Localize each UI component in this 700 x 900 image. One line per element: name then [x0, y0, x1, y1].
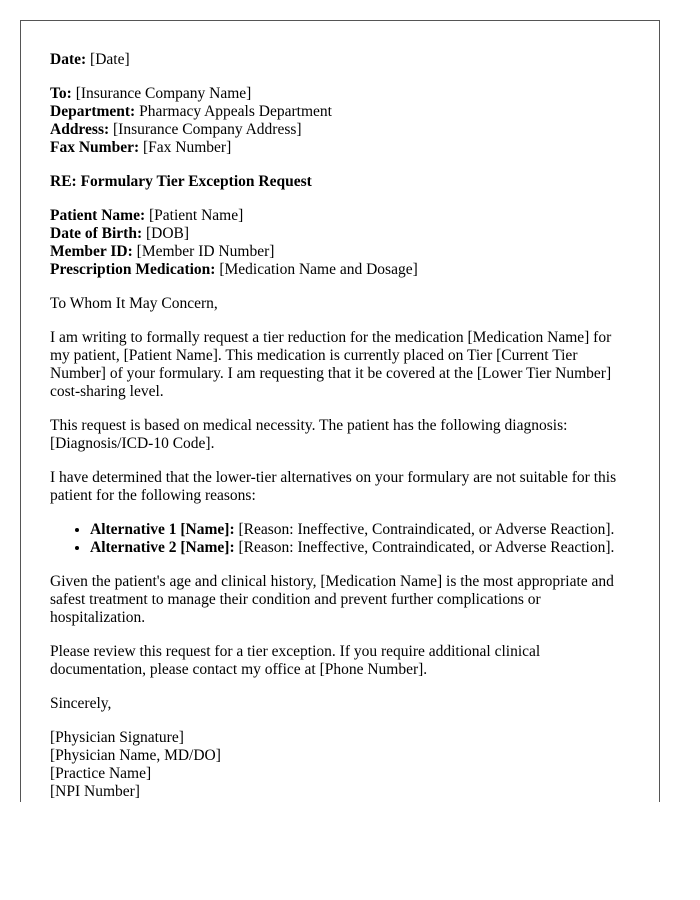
medication-label: Prescription Medication:: [50, 261, 216, 278]
practice-name: [Practice Name]: [50, 765, 152, 782]
patient-name-label: Patient Name:: [50, 207, 146, 224]
department-value: Pharmacy Appeals Department: [139, 103, 332, 120]
paragraph-request: I am writing to formally request a tier reduction for the medication [Medication Name] for my patient, [Patient Name]. This medication is currently placed on Tier [Current Tier Number] of your formulary. I am requesting that it be covered at the [Lower Tier Number] cost-sharing level.: [50, 329, 612, 400]
date-label: Date:: [50, 51, 87, 68]
address-line: [50, 121, 630, 139]
alternative-label: Alternative 1 [Name]:: [90, 521, 235, 538]
recipient-block: [50, 85, 630, 157]
npi-number: [NPI Number]: [50, 783, 140, 800]
signature-block: [50, 729, 630, 801]
dob-label: Date of Birth:: [50, 225, 143, 242]
letter-page: [20, 20, 660, 802]
address-value: [Insurance Company Address]: [113, 121, 302, 138]
physician-name: [Physician Name, MD/DO]: [50, 747, 221, 764]
alternative-reason: [Reason: Ineffective, Contraindicated, or Adverse Reaction].: [238, 539, 615, 556]
paragraph-review-request: Please review this request for a tier exception. If you require additional clinical documentation, please contact my office at [Phone Number].: [50, 643, 541, 678]
member-id-line: [50, 243, 630, 261]
medication-value: [Medication Name and Dosage]: [219, 261, 418, 278]
fax-line: [50, 139, 630, 157]
date-line: [50, 51, 630, 69]
fax-label: Fax Number:: [50, 139, 140, 156]
medication-line: [50, 261, 630, 279]
address-label: Address:: [50, 121, 110, 138]
to-value: [Insurance Company Name]: [75, 85, 252, 102]
date-value: [Date]: [90, 51, 130, 68]
to-line: [50, 85, 630, 103]
paragraph-diagnosis: This request is based on medical necessity. The patient has the following diagnosis: [Diagnosis/ICD-10 Code].: [50, 417, 568, 452]
alternative-label: Alternative 2 [Name]:: [90, 539, 235, 556]
member-id-label: Member ID:: [50, 243, 133, 260]
alternative-reason: [Reason: Ineffective, Contraindicated, or Adverse Reaction].: [238, 521, 615, 538]
list-item: [90, 539, 630, 557]
alternatives-list: [50, 521, 630, 557]
dob-line: [50, 225, 630, 243]
salutation: To Whom It May Concern,: [50, 295, 218, 312]
dob-value: [DOB]: [146, 225, 190, 242]
department-line: [50, 103, 630, 121]
physician-signature: [Physician Signature]: [50, 729, 184, 746]
member-id-value: [Member ID Number]: [136, 243, 275, 260]
fax-value: [Fax Number]: [143, 139, 232, 156]
department-label: Department:: [50, 103, 136, 120]
subject-text: RE: Formulary Tier Exception Request: [50, 173, 312, 190]
patient-block: [50, 207, 630, 279]
subject-line: [50, 173, 630, 191]
list-item: [90, 521, 630, 539]
patient-name-value: [Patient Name]: [149, 207, 244, 224]
closing: Sincerely,: [50, 695, 112, 712]
paragraph-justification: Given the patient's age and clinical history, [Medication Name] is the most appropriate and safest treatment to manage their condition and prevent further complications or hospitalization.: [50, 573, 614, 626]
date-block: [50, 51, 630, 69]
to-label: To:: [50, 85, 72, 102]
paragraph-alternatives-intro: I have determined that the lower-tier alternatives on your formulary are not suitable for this patient for the following reasons:: [50, 469, 617, 504]
patient-name-line: [50, 207, 630, 225]
